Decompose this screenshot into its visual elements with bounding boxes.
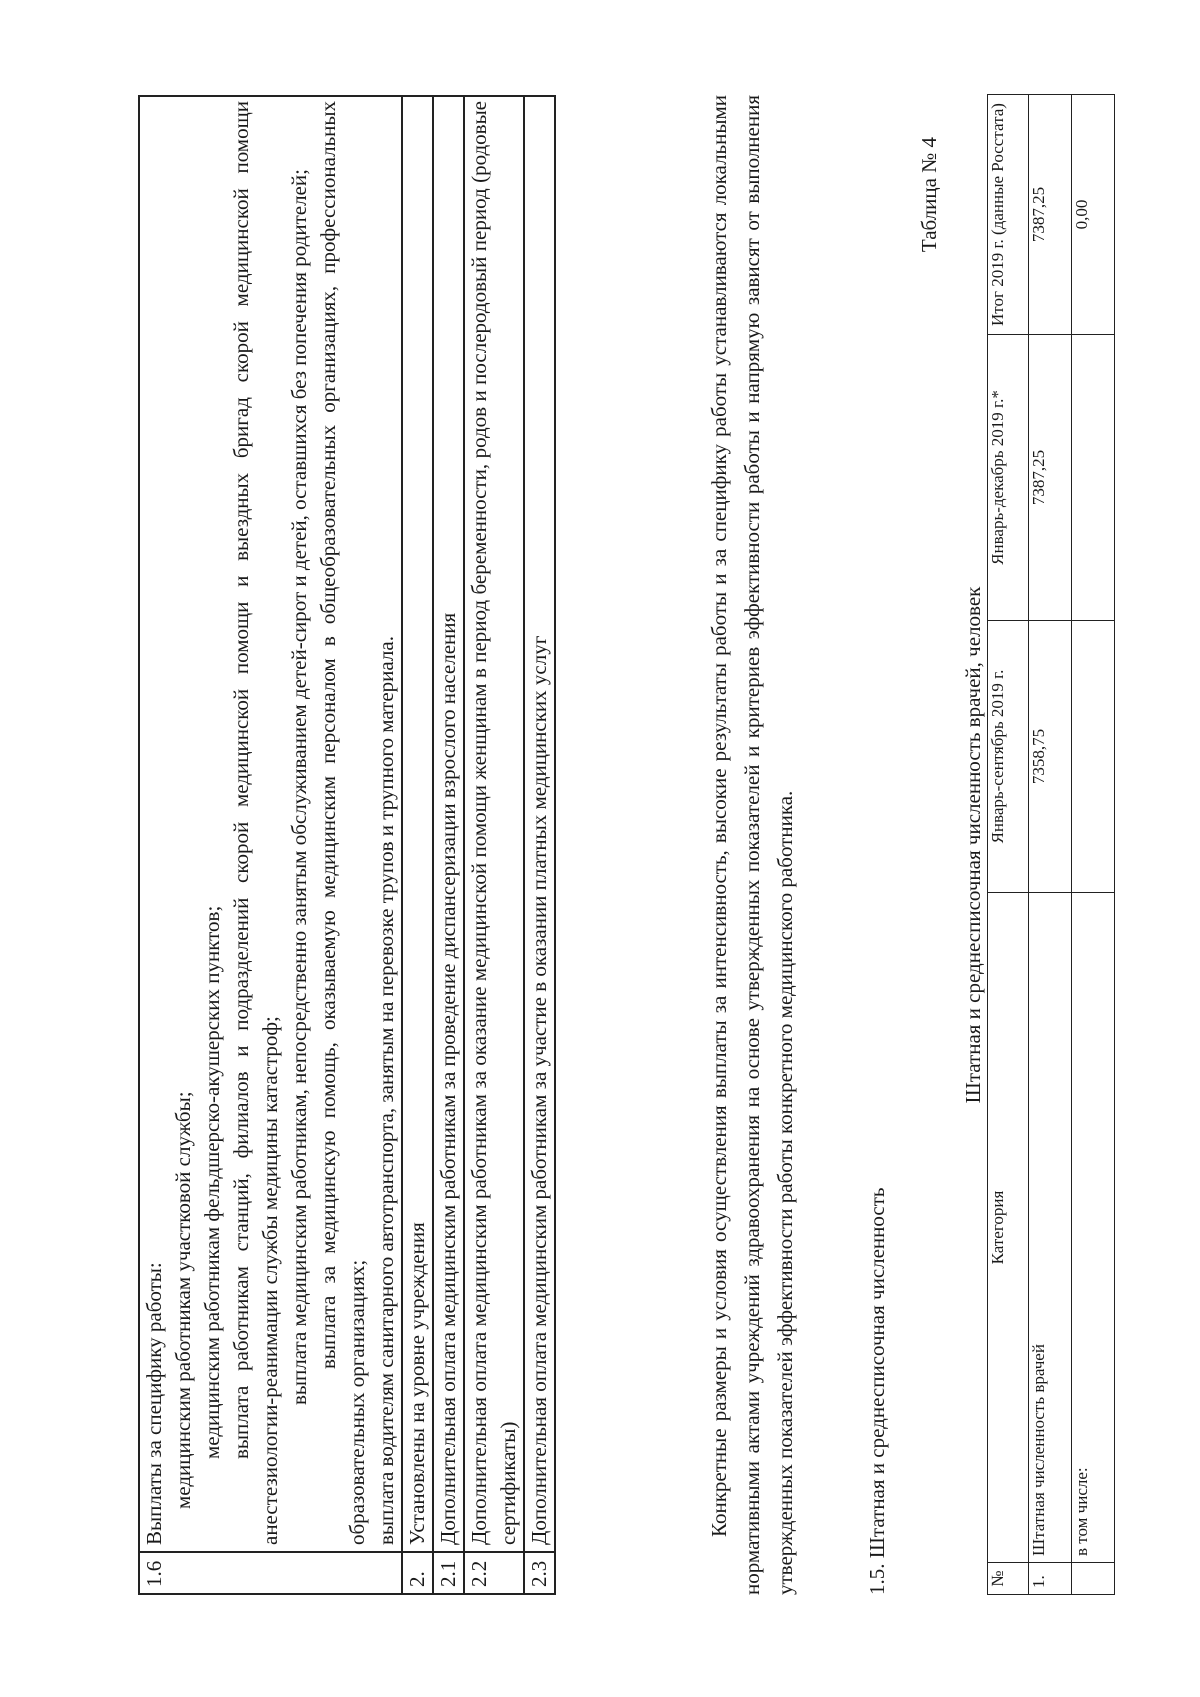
row-content: Дополнительная оплата медицинским работникам за проведение диспансеризации взрослого населения (433, 96, 464, 1552)
list-item: выплата работникам станций, филиалов и подразделений скорой медицинской помощи и выездных бригад скорой медицинской помощи анестезиологии-реанимации службы медицины катастроф; (229, 101, 282, 1545)
row-content: Дополнительная оплата медицинским работникам за оказание медицинской помощи женщинам в период беременности, родов и послеродовый период (родовые сертификаты) (464, 96, 524, 1552)
row-content: Установлены на уровне учреждения (402, 96, 433, 1552)
staff-table (987, 94, 1115, 1595)
table-row (139, 96, 402, 1594)
table-row (464, 96, 524, 1594)
section-heading: 1.5. Штатная и среднесписочная численность (865, 1187, 889, 1595)
list-item: медицинским работникам участковой службы; (171, 1091, 195, 1509)
row-number: 2.2 (464, 1552, 524, 1594)
cell-number: 1. (1029, 1563, 1072, 1595)
header-jan-dec: Январь-декабрь 2019 г.* (988, 335, 1029, 621)
table-label: Таблица № 4 (917, 137, 941, 253)
header-jan-sep: Январь-сентябрь 2019 г. (988, 621, 1029, 893)
table-row (402, 96, 433, 1594)
row-number: 2. (402, 1552, 433, 1594)
cell-jan-dec: 7387,25 (1029, 335, 1072, 621)
list-item: выплата медицинским работникам, непосредственно занятым обслуживанием детей-сирот и детей, оставшихся без попечения родителей; (287, 169, 311, 1405)
row-number: 2.1 (433, 1552, 464, 1594)
cell-jan-sep: 7358,75 (1029, 621, 1072, 893)
list-item: медицинским работникам фельдшерско-акушерских пунктов; (200, 905, 224, 1459)
header-number: № (988, 1563, 1029, 1595)
cell-jan-dec (1072, 335, 1115, 621)
list-item: выплата за медицинскую помощь, оказываемую медицинским персоналом в общеобразовательных организациях, профессиональных образовательных организациях; (316, 101, 369, 1545)
table-row (1072, 95, 1115, 1595)
table-row (1029, 95, 1072, 1595)
header-total: Итог 2019 г. (данные Росстата) (988, 95, 1029, 335)
cell-total: 0,00 (1072, 95, 1115, 335)
table-row (433, 96, 464, 1594)
header-category: Категория (988, 893, 1029, 1563)
list-item: Выплаты за специфику работы: (142, 1262, 166, 1545)
row-number: 2.3 (524, 1552, 555, 1594)
cell-category: Штатная численность врачей (1029, 893, 1072, 1563)
payments-table (138, 95, 556, 1595)
body-paragraph: Конкретные размеры и условия осуществления выплаты за интенсивность, высокие результаты работы и за специфику работы устанавливаются локальными нормативными актами учреждений здравоохранения на основе утвержденных показателей и критериев эффективности работы и напрямую зависят от выполнения утвержденных показателей эффективности работы конкретного медицинского работника. (707, 95, 797, 1595)
table-row (524, 96, 555, 1594)
cell-total: 7387,25 (1029, 95, 1072, 335)
rotated-page (55, 95, 1145, 1595)
row-content (139, 96, 402, 1552)
row-content: Дополнительная оплата медицинским работникам за участие в оказании платных медицинских услуг (524, 96, 555, 1552)
cell-number (1072, 1563, 1115, 1595)
table-header-row (988, 95, 1029, 1595)
list-item: выплата водителям санитарного автотранспорта, занятым на перевозке трупов и трупного материала. (374, 636, 398, 1545)
row-number: 1.6 (139, 1552, 402, 1594)
table-title: Штатная и среднесписочная численность врачей, человек (961, 586, 985, 1104)
cell-jan-sep (1072, 621, 1115, 893)
cell-category: в том числе: (1072, 893, 1115, 1563)
